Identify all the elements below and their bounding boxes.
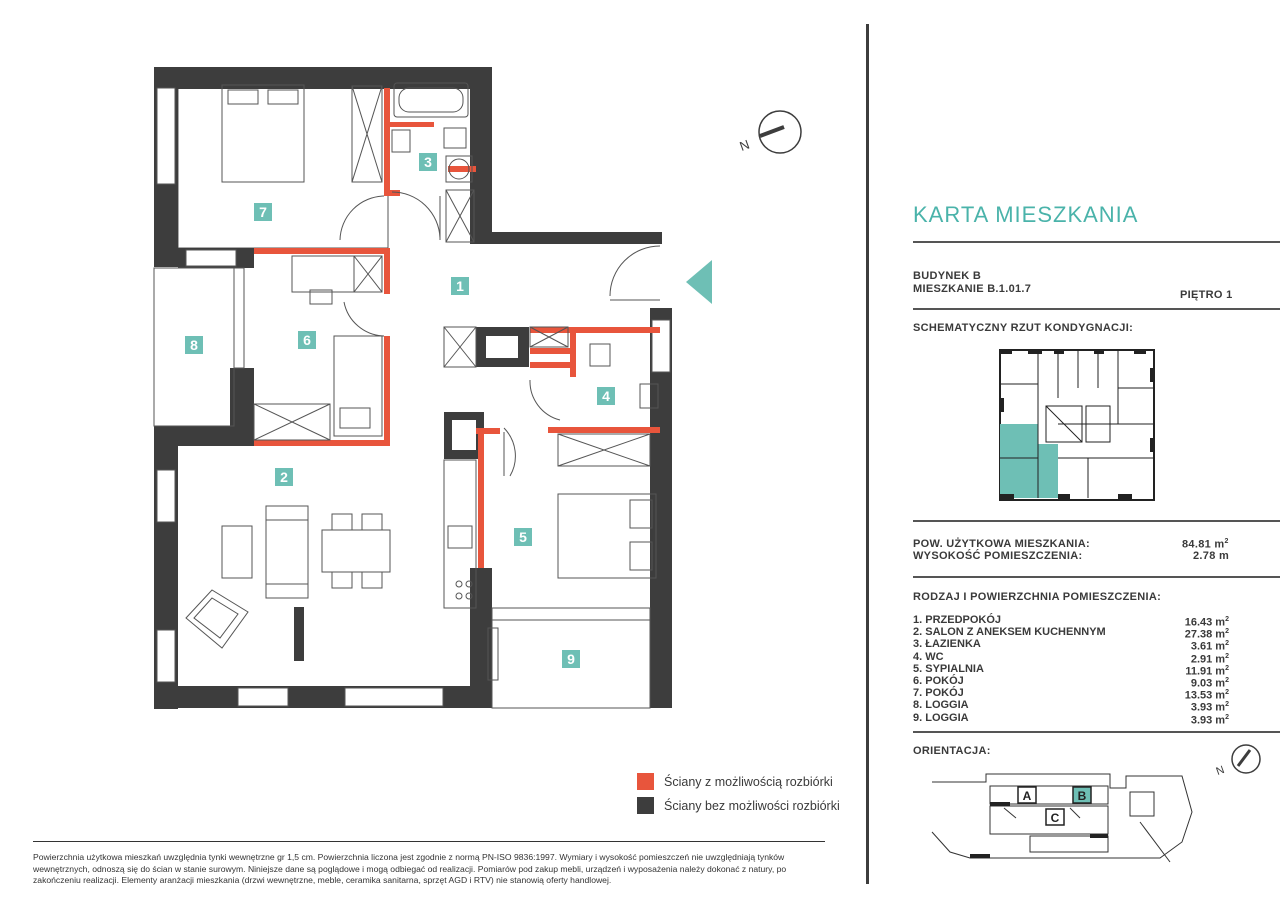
rooms-label: RODZAJ I POWIERZCHNIA POMIESZCZENIA: xyxy=(913,591,1162,603)
list-item: 2. SALON Z ANEKSEM KUCHENNYM 27.38 $m^2$ xyxy=(913,626,1229,641)
orientation-label: ORIENTACJA: xyxy=(913,745,991,757)
vertical-divider xyxy=(866,24,869,884)
usable-area-value: 84.81 $m^2$ xyxy=(1182,538,1229,551)
legend-swatch-non-removable xyxy=(637,797,654,814)
room-number-2: 2 xyxy=(280,469,288,485)
legend-non-removable-label: Ściany bez możliwości rozbiórki xyxy=(664,799,840,813)
floor-label: PIĘTRO 1 xyxy=(1180,289,1233,301)
footnote: Powierzchnia użytkowa mieszkań uwzględnia tynki wewnętrzne gr 1,5 cm. Powierzchnia liczona jest zgodnie z normą PN-ISO 9836:1997. Wymiary i wysokość pomieszczeń nie uwzględniają tynków wewnętrznych, odnoszą się do ścian w stanie surowym. Niniejsze dane są poglądowe i mogą odbiegać od realizacji. Pomiarów pod zakup mebli, urządzeń i wyposażenia należy dokonać z natury, po zakończeniu realizacji. Elementy aranżacji mieszkania (drzwi wewnętrzne, meble, ceramika sanitarna, sprzęt AGD i RTV) nie stanowią oferty handlowej. xyxy=(33,852,787,885)
list-item: 5. SYPIALNIA 11.91 $m^2$ xyxy=(913,662,1229,678)
footnote-divider xyxy=(33,841,825,842)
room-number-5: 5 xyxy=(519,529,527,545)
site-plan xyxy=(930,772,1196,866)
room-number-6: 6 xyxy=(303,332,311,348)
compass-letter: N xyxy=(737,136,752,154)
section-rule-2 xyxy=(913,520,1280,522)
svg-text:N: N xyxy=(1214,763,1227,778)
removable-walls xyxy=(254,88,660,568)
height-label: WYSOKOŚĆ POMIESZCZENIA: xyxy=(913,550,1083,562)
list-item: 4. WC 2.91 $m^2$ xyxy=(913,650,1229,666)
list-item: 1. PRZEDPOKÓJ 16.43 $m^2$ xyxy=(913,614,1229,629)
title-rule xyxy=(913,241,1280,243)
room-number-9: 9 xyxy=(567,651,575,667)
room-number-3: 3 xyxy=(424,154,432,170)
room-number-1: 1 xyxy=(456,278,464,294)
list-item: 8. LOGGIA 3.93 $m^2$ xyxy=(913,699,1229,714)
legend-swatch-removable xyxy=(637,773,654,790)
compass-icon xyxy=(738,111,801,154)
page-title: KARTA MIESZKANIA xyxy=(913,202,1139,227)
site-building-c: C xyxy=(1050,811,1060,825)
list-item: 3. ŁAZIENKA 3.61 $m^2$ xyxy=(913,638,1229,654)
room-list xyxy=(913,614,1229,727)
list-item: 7. POKÓJ 13.53 $m^2$ xyxy=(913,687,1229,702)
section-rule-1 xyxy=(913,308,1280,310)
legend-removable-label: Ściany z możliwością rozbiórki xyxy=(664,775,833,789)
list-item: 6. POKÓJ 9.03 $m^2$ xyxy=(913,674,1229,690)
section-rule-3 xyxy=(913,576,1280,578)
section-rule-4 xyxy=(913,731,1280,733)
room-number-4: 4 xyxy=(602,388,610,404)
height-value: 2.78 m xyxy=(1193,550,1230,562)
non-removable-walls xyxy=(154,67,672,709)
schematic-floor-plan xyxy=(998,348,1156,502)
room-number-8: 8 xyxy=(190,337,198,353)
entrance-arrow-icon xyxy=(686,260,712,304)
apartment-label: MIESZKANIE B.1.01.7 xyxy=(913,283,1032,295)
site-building-b: B xyxy=(1077,789,1087,803)
site-building-a: A xyxy=(1022,789,1032,803)
usable-area-label: POW. UŻYTKOWA MIESZKANIA: xyxy=(913,538,1090,550)
room-number-7: 7 xyxy=(259,204,267,220)
list-item: 9. LOGGIA 3.93 $m^2$ xyxy=(913,711,1229,727)
building-label: BUDYNEK B xyxy=(913,270,982,282)
orientation-compass-icon xyxy=(1208,740,1268,780)
schematic-label: SCHEMATYCZNY RZUT KONDYGNACJI: xyxy=(913,322,1134,334)
